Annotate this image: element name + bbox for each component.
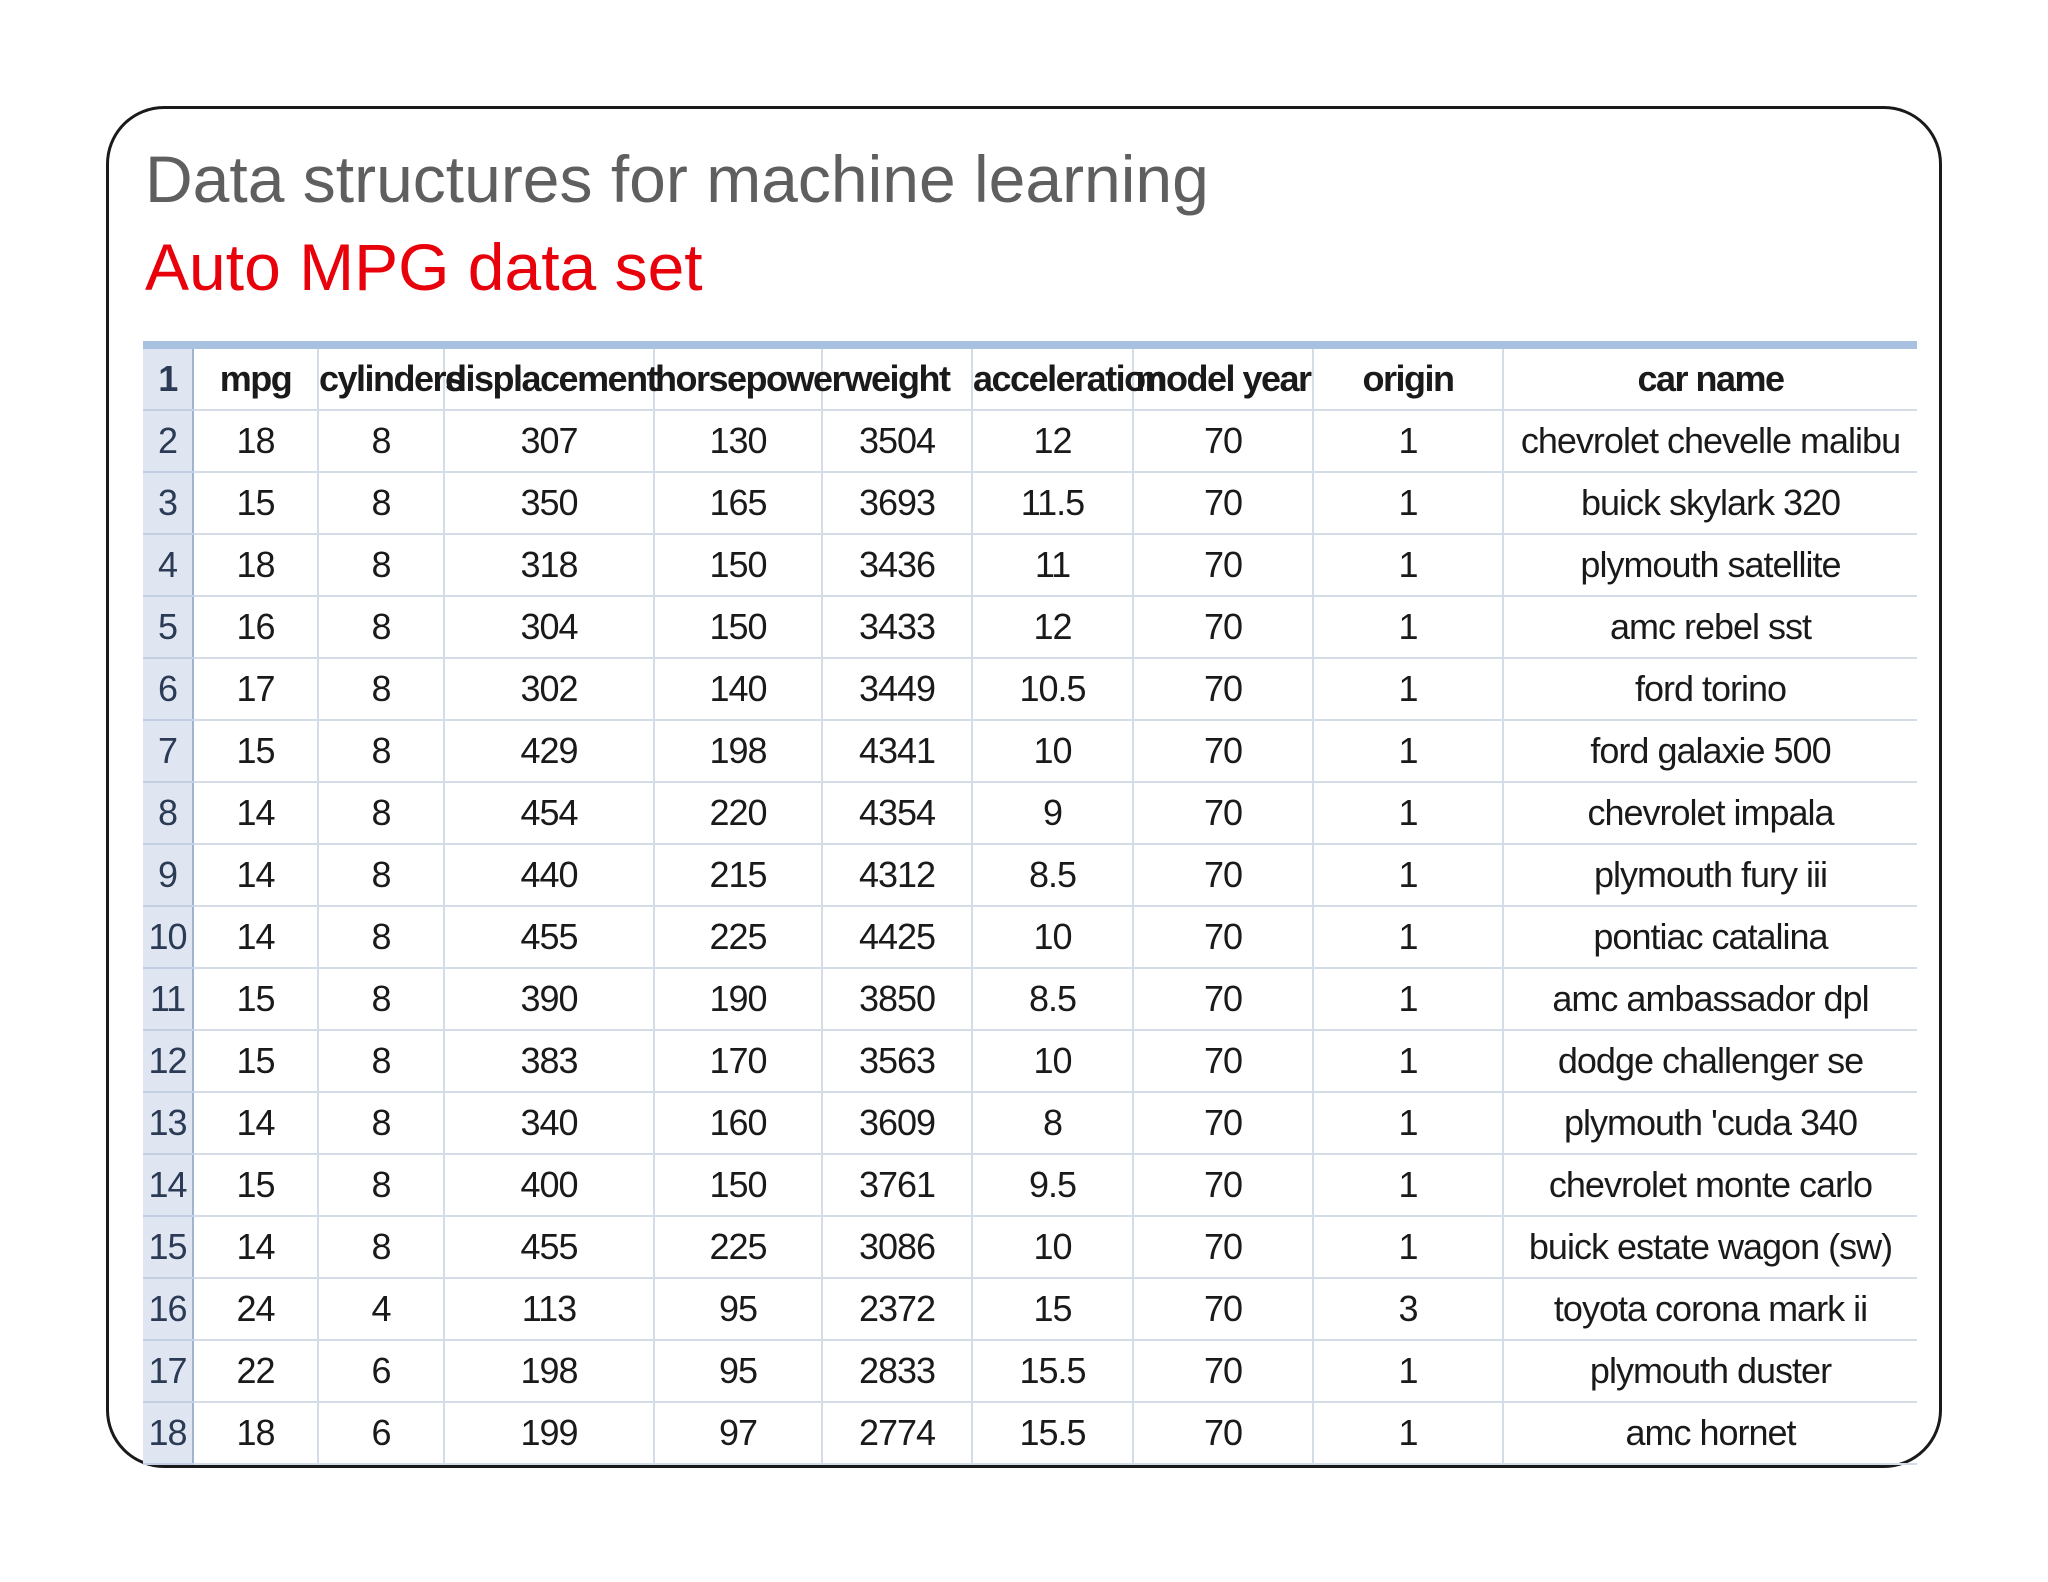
column-header-model-year[interactable]: model year bbox=[1133, 349, 1313, 410]
cell-car-name[interactable]: ford galaxie 500 bbox=[1503, 720, 1917, 782]
cell-displacement[interactable]: 400 bbox=[444, 1154, 654, 1216]
row-number[interactable]: 5 bbox=[143, 596, 193, 658]
cell-car-name[interactable]: chevrolet chevelle malibu bbox=[1503, 410, 1917, 472]
table-row bbox=[143, 1340, 1917, 1402]
table-body bbox=[143, 349, 1917, 1464]
cell-cylinders[interactable]: 4 bbox=[318, 1278, 444, 1340]
cell-horsepower[interactable]: 165 bbox=[654, 472, 822, 534]
cell-weight[interactable]: 3086 bbox=[822, 1216, 972, 1278]
cell-horsepower[interactable]: 95 bbox=[654, 1340, 822, 1402]
cell-car-name[interactable]: chevrolet monte carlo bbox=[1503, 1154, 1917, 1216]
cell-displacement[interactable]: 454 bbox=[444, 782, 654, 844]
row-number[interactable]: 4 bbox=[143, 534, 193, 596]
cell-car-name[interactable]: plymouth satellite bbox=[1503, 534, 1917, 596]
cell-acceleration[interactable]: 11.5 bbox=[972, 472, 1133, 534]
cell-weight[interactable]: 4312 bbox=[822, 844, 972, 906]
cell-horsepower[interactable]: 140 bbox=[654, 658, 822, 720]
cell-car-name[interactable]: pontiac catalina bbox=[1503, 906, 1917, 968]
cell-displacement[interactable]: 318 bbox=[444, 534, 654, 596]
cell-origin[interactable]: 1 bbox=[1313, 596, 1503, 658]
cell-acceleration[interactable]: 10 bbox=[972, 906, 1133, 968]
table-row bbox=[143, 906, 1917, 968]
cell-mpg[interactable]: 18 bbox=[193, 534, 318, 596]
cell-horsepower[interactable]: 160 bbox=[654, 1092, 822, 1154]
cell-model-year[interactable]: 70 bbox=[1133, 410, 1313, 472]
cell-cylinders[interactable]: 8 bbox=[318, 782, 444, 844]
row-number[interactable]: 8 bbox=[143, 782, 193, 844]
cell-weight[interactable]: 3436 bbox=[822, 534, 972, 596]
cell-mpg[interactable]: 15 bbox=[193, 1154, 318, 1216]
cell-displacement[interactable]: 455 bbox=[444, 1216, 654, 1278]
cell-mpg[interactable]: 14 bbox=[193, 1216, 318, 1278]
row-number[interactable]: 6 bbox=[143, 658, 193, 720]
cell-horsepower[interactable]: 130 bbox=[654, 410, 822, 472]
cell-cylinders[interactable]: 6 bbox=[318, 1340, 444, 1402]
cell-weight[interactable]: 3693 bbox=[822, 472, 972, 534]
column-header-cylinders[interactable]: cylinders bbox=[318, 349, 444, 410]
cell-model-year[interactable]: 70 bbox=[1133, 472, 1313, 534]
cell-displacement[interactable]: 307 bbox=[444, 410, 654, 472]
row-number[interactable]: 10 bbox=[143, 906, 193, 968]
table-row bbox=[143, 410, 1917, 472]
cell-mpg[interactable]: 17 bbox=[193, 658, 318, 720]
spreadsheet bbox=[143, 341, 1917, 1477]
cell-origin[interactable]: 1 bbox=[1313, 1030, 1503, 1092]
cell-mpg[interactable]: 15 bbox=[193, 472, 318, 534]
table-row bbox=[143, 534, 1917, 596]
cell-displacement[interactable]: 455 bbox=[444, 906, 654, 968]
cell-acceleration[interactable]: 10.5 bbox=[972, 658, 1133, 720]
slide-title: Data structures for machine learning bbox=[145, 142, 1209, 216]
cell-horsepower[interactable]: 150 bbox=[654, 534, 822, 596]
cell-model-year[interactable]: 70 bbox=[1133, 658, 1313, 720]
cell-car-name[interactable]: chevrolet impala bbox=[1503, 782, 1917, 844]
table-row bbox=[143, 844, 1917, 906]
cell-origin[interactable]: 3 bbox=[1313, 1278, 1503, 1340]
cell-car-name[interactable]: buick estate wagon (sw) bbox=[1503, 1216, 1917, 1278]
cell-horsepower[interactable]: 97 bbox=[654, 1402, 822, 1464]
cell-acceleration[interactable]: 11 bbox=[972, 534, 1133, 596]
cell-acceleration[interactable]: 9 bbox=[972, 782, 1133, 844]
cell-acceleration[interactable]: 10 bbox=[972, 1216, 1133, 1278]
cell-acceleration[interactable]: 10 bbox=[972, 1030, 1133, 1092]
cell-weight[interactable]: 3563 bbox=[822, 1030, 972, 1092]
row-number[interactable]: 12 bbox=[143, 1030, 193, 1092]
cell-model-year[interactable]: 70 bbox=[1133, 1030, 1313, 1092]
cell-cylinders[interactable]: 8 bbox=[318, 844, 444, 906]
cell-cylinders[interactable]: 8 bbox=[318, 534, 444, 596]
cell-acceleration[interactable]: 8 bbox=[972, 1092, 1133, 1154]
cell-car-name[interactable]: buick skylark 320 bbox=[1503, 472, 1917, 534]
cell-weight[interactable]: 3761 bbox=[822, 1154, 972, 1216]
cell-displacement[interactable]: 302 bbox=[444, 658, 654, 720]
slide-frame bbox=[106, 106, 1942, 1468]
row-number[interactable]: 14 bbox=[143, 1154, 193, 1216]
cell-mpg[interactable]: 15 bbox=[193, 1030, 318, 1092]
cell-origin[interactable]: 1 bbox=[1313, 658, 1503, 720]
cell-acceleration[interactable]: 12 bbox=[972, 596, 1133, 658]
table-row bbox=[143, 1154, 1917, 1216]
cell-car-name[interactable]: dodge challenger se bbox=[1503, 1030, 1917, 1092]
cell-cylinders[interactable]: 8 bbox=[318, 1216, 444, 1278]
cell-mpg[interactable]: 14 bbox=[193, 782, 318, 844]
cell-model-year[interactable]: 70 bbox=[1133, 1216, 1313, 1278]
cell-weight[interactable]: 3504 bbox=[822, 410, 972, 472]
cell-model-year[interactable]: 70 bbox=[1133, 844, 1313, 906]
cell-model-year[interactable]: 70 bbox=[1133, 1278, 1313, 1340]
cell-model-year[interactable]: 70 bbox=[1133, 1092, 1313, 1154]
cell-origin[interactable]: 1 bbox=[1313, 782, 1503, 844]
cell-weight[interactable]: 2774 bbox=[822, 1402, 972, 1464]
cell-displacement[interactable]: 340 bbox=[444, 1092, 654, 1154]
cell-model-year[interactable]: 70 bbox=[1133, 720, 1313, 782]
cell-model-year[interactable]: 70 bbox=[1133, 596, 1313, 658]
cell-acceleration[interactable]: 10 bbox=[972, 720, 1133, 782]
cell-horsepower[interactable]: 170 bbox=[654, 1030, 822, 1092]
column-header-origin[interactable]: origin bbox=[1313, 349, 1503, 410]
table-row bbox=[143, 720, 1917, 782]
cell-displacement[interactable]: 304 bbox=[444, 596, 654, 658]
row-number[interactable]: 1 bbox=[143, 349, 193, 410]
cell-car-name[interactable]: ford torino bbox=[1503, 658, 1917, 720]
row-number[interactable]: 11 bbox=[143, 968, 193, 1030]
cell-model-year[interactable]: 70 bbox=[1133, 968, 1313, 1030]
column-header-displacement[interactable]: displacement bbox=[444, 349, 654, 410]
table-row bbox=[143, 1030, 1917, 1092]
cell-car-name[interactable]: amc ambassador dpl bbox=[1503, 968, 1917, 1030]
cell-origin[interactable]: 1 bbox=[1313, 472, 1503, 534]
column-header-car-name[interactable]: car name bbox=[1503, 349, 1917, 410]
cell-displacement[interactable]: 199 bbox=[444, 1402, 654, 1464]
column-header-weight[interactable]: weight bbox=[822, 349, 972, 410]
cell-acceleration[interactable]: 8.5 bbox=[972, 968, 1133, 1030]
cell-origin[interactable]: 1 bbox=[1313, 906, 1503, 968]
cell-car-name[interactable]: toyota corona mark ii bbox=[1503, 1278, 1917, 1340]
cell-cylinders[interactable]: 8 bbox=[318, 658, 444, 720]
row-number[interactable]: 16 bbox=[143, 1278, 193, 1340]
row-number[interactable]: 13 bbox=[143, 1092, 193, 1154]
cell-displacement[interactable]: 198 bbox=[444, 1340, 654, 1402]
cell-mpg[interactable]: 14 bbox=[193, 906, 318, 968]
row-number[interactable]: 17 bbox=[143, 1340, 193, 1402]
cell-cylinders[interactable]: 8 bbox=[318, 906, 444, 968]
cell-mpg[interactable]: 18 bbox=[193, 1402, 318, 1464]
table-row bbox=[143, 782, 1917, 844]
cell-displacement[interactable]: 390 bbox=[444, 968, 654, 1030]
cell-origin[interactable]: 1 bbox=[1313, 1154, 1503, 1216]
cell-cylinders[interactable]: 8 bbox=[318, 1092, 444, 1154]
cell-weight[interactable]: 4354 bbox=[822, 782, 972, 844]
cell-cylinders[interactable]: 8 bbox=[318, 472, 444, 534]
slide-subtitle: Auto MPG data set bbox=[145, 230, 703, 304]
cell-acceleration[interactable]: 9.5 bbox=[972, 1154, 1133, 1216]
cell-cylinders[interactable]: 8 bbox=[318, 410, 444, 472]
row-number[interactable]: 3 bbox=[143, 472, 193, 534]
cell-horsepower[interactable]: 198 bbox=[654, 720, 822, 782]
cell-origin[interactable]: 1 bbox=[1313, 1340, 1503, 1402]
cell-displacement[interactable]: 383 bbox=[444, 1030, 654, 1092]
cell-cylinders[interactable]: 8 bbox=[318, 720, 444, 782]
cell-model-year[interactable]: 70 bbox=[1133, 1340, 1313, 1402]
cell-horsepower[interactable]: 95 bbox=[654, 1278, 822, 1340]
cell-weight[interactable]: 3850 bbox=[822, 968, 972, 1030]
cell-origin[interactable]: 1 bbox=[1313, 1092, 1503, 1154]
cell-origin[interactable]: 1 bbox=[1313, 1402, 1503, 1464]
cell-car-name[interactable]: amc hornet bbox=[1503, 1402, 1917, 1464]
cell-cylinders[interactable]: 8 bbox=[318, 968, 444, 1030]
cell-weight[interactable]: 3433 bbox=[822, 596, 972, 658]
table-row bbox=[143, 1092, 1917, 1154]
row-number[interactable]: 15 bbox=[143, 1216, 193, 1278]
cell-origin[interactable]: 1 bbox=[1313, 1216, 1503, 1278]
cell-acceleration[interactable]: 15.5 bbox=[972, 1340, 1133, 1402]
row-number[interactable]: 2 bbox=[143, 410, 193, 472]
cell-model-year[interactable]: 70 bbox=[1133, 1154, 1313, 1216]
cell-acceleration[interactable]: 15.5 bbox=[972, 1402, 1133, 1464]
cell-model-year[interactable]: 70 bbox=[1133, 1402, 1313, 1464]
cell-origin[interactable]: 1 bbox=[1313, 534, 1503, 596]
cell-acceleration[interactable]: 12 bbox=[972, 410, 1133, 472]
auto-mpg-table bbox=[143, 349, 1917, 1465]
cell-mpg[interactable]: 15 bbox=[193, 968, 318, 1030]
cell-weight[interactable]: 4425 bbox=[822, 906, 972, 968]
header-row bbox=[143, 349, 1917, 410]
cell-cylinders[interactable]: 6 bbox=[318, 1402, 444, 1464]
cell-displacement[interactable]: 350 bbox=[444, 472, 654, 534]
cell-mpg[interactable]: 16 bbox=[193, 596, 318, 658]
cell-weight[interactable]: 3609 bbox=[822, 1092, 972, 1154]
cell-acceleration[interactable]: 15 bbox=[972, 1278, 1133, 1340]
column-header-horsepower[interactable]: horsepower bbox=[654, 349, 822, 410]
cell-car-name[interactable]: plymouth 'cuda 340 bbox=[1503, 1092, 1917, 1154]
cell-horsepower[interactable]: 190 bbox=[654, 968, 822, 1030]
table-row bbox=[143, 596, 1917, 658]
cell-displacement[interactable]: 429 bbox=[444, 720, 654, 782]
cell-car-name[interactable]: plymouth fury iii bbox=[1503, 844, 1917, 906]
cell-cylinders[interactable]: 8 bbox=[318, 596, 444, 658]
cell-acceleration[interactable]: 8.5 bbox=[972, 844, 1133, 906]
cell-model-year[interactable]: 70 bbox=[1133, 782, 1313, 844]
cell-model-year[interactable]: 70 bbox=[1133, 534, 1313, 596]
cell-cylinders[interactable]: 8 bbox=[318, 1030, 444, 1092]
cell-mpg[interactable]: 22 bbox=[193, 1340, 318, 1402]
cell-origin[interactable]: 1 bbox=[1313, 968, 1503, 1030]
table-row bbox=[143, 1216, 1917, 1278]
cell-weight[interactable]: 2372 bbox=[822, 1278, 972, 1340]
cell-horsepower[interactable]: 150 bbox=[654, 596, 822, 658]
row-number[interactable]: 7 bbox=[143, 720, 193, 782]
cell-mpg[interactable]: 15 bbox=[193, 720, 318, 782]
cell-car-name[interactable]: amc rebel sst bbox=[1503, 596, 1917, 658]
cell-horsepower[interactable]: 215 bbox=[654, 844, 822, 906]
cell-horsepower[interactable]: 225 bbox=[654, 906, 822, 968]
row-number[interactable]: 9 bbox=[143, 844, 193, 906]
cell-origin[interactable]: 1 bbox=[1313, 720, 1503, 782]
cell-displacement[interactable]: 440 bbox=[444, 844, 654, 906]
table-row bbox=[143, 968, 1917, 1030]
cell-weight[interactable]: 2833 bbox=[822, 1340, 972, 1402]
cell-weight[interactable]: 3449 bbox=[822, 658, 972, 720]
row-number[interactable]: 18 bbox=[143, 1402, 193, 1464]
column-header-acceleration[interactable]: acceleration bbox=[972, 349, 1133, 410]
cell-mpg[interactable]: 14 bbox=[193, 1092, 318, 1154]
cell-weight[interactable]: 4341 bbox=[822, 720, 972, 782]
table-row bbox=[143, 1278, 1917, 1340]
cell-cylinders[interactable]: 8 bbox=[318, 1154, 444, 1216]
table-row bbox=[143, 472, 1917, 534]
table-row bbox=[143, 658, 1917, 720]
cell-origin[interactable]: 1 bbox=[1313, 844, 1503, 906]
cell-mpg[interactable]: 24 bbox=[193, 1278, 318, 1340]
cell-model-year[interactable]: 70 bbox=[1133, 906, 1313, 968]
cell-mpg[interactable]: 18 bbox=[193, 410, 318, 472]
table-row bbox=[143, 1402, 1917, 1464]
column-header-mpg[interactable]: mpg bbox=[193, 349, 318, 410]
cell-mpg[interactable]: 14 bbox=[193, 844, 318, 906]
cell-origin[interactable]: 1 bbox=[1313, 410, 1503, 472]
cell-horsepower[interactable]: 150 bbox=[654, 1154, 822, 1216]
cell-horsepower[interactable]: 225 bbox=[654, 1216, 822, 1278]
cell-horsepower[interactable]: 220 bbox=[654, 782, 822, 844]
cell-car-name[interactable]: plymouth duster bbox=[1503, 1340, 1917, 1402]
cell-displacement[interactable]: 113 bbox=[444, 1278, 654, 1340]
